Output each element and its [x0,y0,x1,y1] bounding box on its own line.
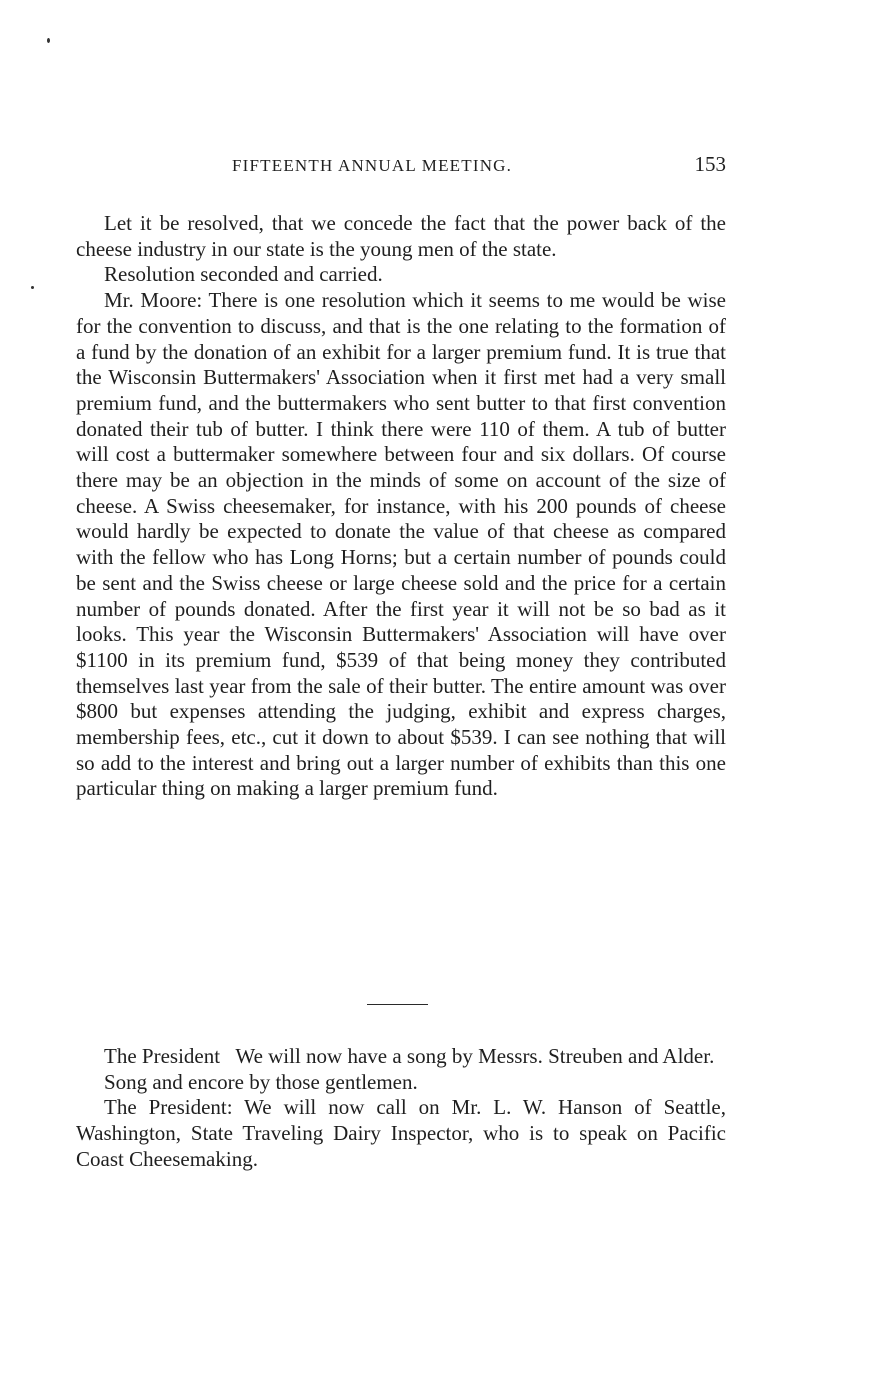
page-header [76,152,726,182]
section-divider [367,1004,428,1005]
paragraph-president-song: The President We will now have a song by Messrs. Streuben and Alder. [104,1044,715,1068]
paragraph-president-hanson: The President: We will now call on Mr. L. W. Hanson of Seattle, Washington, State Traveling Dairy Inspector, who is to speak on Pacific Coast Cheesemaking. [76,1095,726,1171]
margin-speck [47,38,50,43]
paragraph-mr-moore: Mr. Moore: There is one resolution which it seems to me would be wise for the convention to discuss, and that is the one relating to the formation of a fund by the donation of an exhibit for a larger premium fund. It is true that the Wisconsin Buttermakers' Association when it first met had a very small premium fund, and the buttermakers who sent butter to that first convention donated their tub of butter. I think there were 110 of them. A tub of butter will cost a buttermaker somewhere between four and six dollars. Of course there may be an objection in the minds of some on account of the size of cheese. A Swiss cheesemaker, for instance, with his 200 pounds of cheese would hardly be expected to donate the value of that cheese as compared with the fellow who has Long Horns; but a certain number of pounds could be sent and the Swiss cheese or large cheese sold and the price for a certain number of pounds donated. After the first year it will not be so bad as it looks. This year the Wisconsin Buttermakers' Association will have over $1100 in its premium fund, $539 of that being money they contributed themselves last year from the sale of their butter. The entire amount was over $800 but expenses attending the judging, exhibit and express charges, membership fees, etc., cut it down to about $539. I can see nothing that will so add to the interest and bring out a larger number of exhibits than this one particular thing on making a larger premium fund. [76,288,726,801]
paragraph-seconded: Resolution seconded and carried. [104,262,383,287]
running-title: FIFTEENTH ANNUAL MEETING. [232,156,513,175]
margin-speck [31,286,34,289]
paragraph-song-encore: Song and encore by those gentlemen. [104,1069,418,1094]
page-number: 153 [694,152,726,176]
body-text-top [76,211,726,802]
body-text-bottom [76,1044,726,1173]
paragraph-resolution: Let it be resolved, that we concede the fact that the power back of the cheese industry in our state is the young men of the state. [76,211,726,261]
